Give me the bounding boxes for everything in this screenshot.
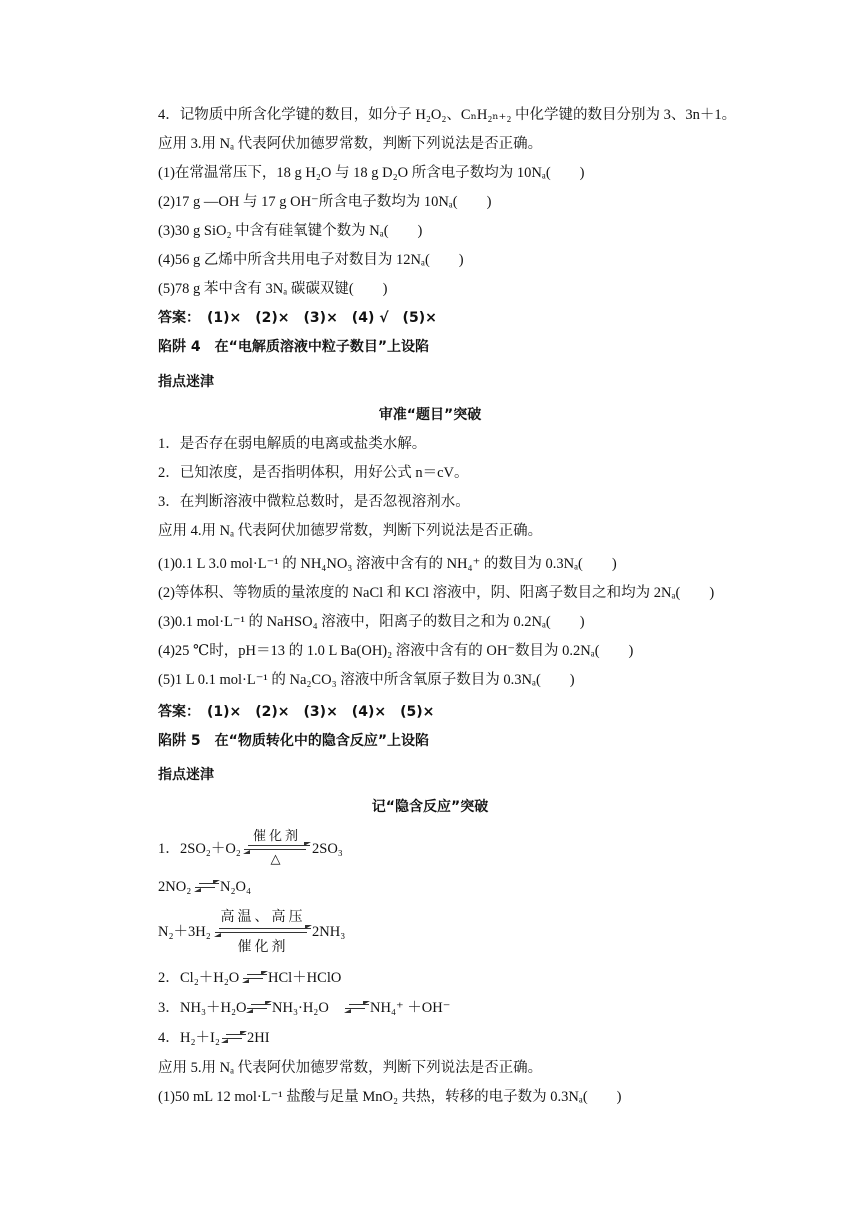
reaction-1-condition-top: 催化剂	[252, 829, 301, 844]
question-4-5: (5)1 L 0.1 mol·L⁻¹ 的 Na₂CO₃ 溶液中所含氧原子数目为 0.3Nₐ( )	[158, 672, 575, 688]
reaction-6-products: 2HI	[247, 1030, 270, 1046]
reaction-4-products: HCl＋HClO	[268, 970, 342, 986]
application-5-heading: 应用 5.用 Nₐ 代表阿伏加德罗常数，判断下列说法是否正确。	[158, 1060, 543, 1076]
tip-4-1: 1．是否存在弱电解质的电离或盐类水解。	[158, 436, 427, 452]
reaction-3-products: 2NH₃	[312, 924, 346, 940]
reaction-1-products: 2SO₃	[312, 841, 343, 857]
reaction-3-reactants: N₂＋3H₂	[158, 924, 211, 940]
reaction-3-condition-bottom: 催化剂	[237, 939, 289, 955]
reaction-1-number: 1．	[158, 841, 180, 857]
application-4-heading: 应用 4.用 Nₐ 代表阿伏加德罗常数，判断下列说法是否正确。	[158, 523, 543, 539]
application-3-heading: 应用 3.用 Nₐ 代表阿伏加德罗常数，判断下列说法是否正确。	[158, 136, 543, 152]
question-5-1: (1)50 mL 12 mol·L⁻¹ 盐酸与足量 MnO₂ 共热，转移的电子数为 0.3Nₐ( )	[158, 1089, 622, 1105]
tip-4-2: 2．已知浓度，是否指明体积，用好公式 n＝cV。	[158, 465, 469, 481]
question-3-4: (4)56 g 乙烯中所含共用电子对数目为 12Nₐ( )	[158, 252, 464, 268]
question-3-3: (3)30 g SiO₂ 中含有硅氧键个数为 Nₐ( )	[158, 223, 423, 239]
question-4-2: (2)等体积、等物质的量浓度的 NaCl 和 KCl 溶液中，阴、阳离子数目之和均为 2Nₐ( )	[158, 585, 715, 601]
guide-heading-5: 指点迷津	[158, 767, 214, 783]
reaction-4-reactants: Cl₂＋H₂O	[180, 970, 240, 986]
tip-4-3: 3．在判断溶液中微粒总数时，是否忽视溶剂水。	[158, 494, 470, 510]
section-title-4: 审准“题目”突破	[378, 407, 482, 423]
reaction-6-number: 4．	[158, 1030, 180, 1046]
answer-3: 答案： (1)× (2)× (3)× (4) √ (5)×	[158, 310, 437, 326]
question-3-1: (1)在常温常压下，18 g H₂O 与 18 g D₂O 所含电子数均为 10Nₐ( )	[158, 165, 585, 181]
reaction-1-reactants: 2SO₂＋O₂	[180, 841, 241, 857]
reaction-6-reactants: H₂＋I₂	[180, 1030, 220, 1046]
rule-4-chemical-bonds: 4．记物质中所含化学键的数目，如分子 H₂O₂、CₙH₂ₙ₊₂ 中化学键的数目分别为 3、3n＋1。	[158, 107, 737, 123]
trap-5-heading: 陷阱 5 在“物质转化中的隐含反应”上设陷	[158, 733, 430, 749]
guide-heading-4: 指点迷津	[158, 374, 214, 390]
question-3-2: (2)17 g —OH 与 17 g OH⁻所含电子数均为 10Nₐ( )	[158, 194, 492, 210]
question-4-4: (4)25 ℃时，pH＝13 的 1.0 L Ba(OH)₂ 溶液中含有的 OH⁻数目为 0.2Nₐ( )	[158, 643, 634, 659]
reaction-5-intermediate: NH₃·H₂O	[272, 1000, 329, 1016]
reaction-5-number: 3．	[158, 1000, 180, 1016]
answer-4: 答案： (1)× (2)× (3)× (4)× (5)×	[158, 704, 435, 720]
reaction-3-condition-top: 高温、高压	[220, 909, 306, 925]
reaction-1-condition-bottom: △	[270, 852, 284, 867]
section-title-5: 记“隐含反应”突破	[371, 799, 489, 815]
question-3-5: (5)78 g 苯中含有 3Nₐ 碳碳双键( )	[158, 281, 388, 297]
question-4-1: (1)0.1 L 3.0 mol·L⁻¹ 的 NH₄NO₃ 溶液中含有的 NH₄⁺ 的数目为 0.3Nₐ( )	[158, 556, 617, 572]
question-4-3: (3)0.1 mol·L⁻¹ 的 NaHSO₄ 溶液中，阳离子的数目之和为 0.2Nₐ( )	[158, 614, 585, 630]
reaction-2-products: N₂O₄	[220, 879, 252, 895]
reaction-4-number: 2．	[158, 970, 180, 986]
trap-4-heading: 陷阱 4 在“电解质溶液中粒子数目”上设陷	[158, 339, 430, 355]
reaction-5-products: NH₄⁺ ＋OH⁻	[370, 1000, 451, 1016]
reaction-5-reactants: NH₃＋H₂O	[180, 1000, 247, 1016]
reaction-2-reactants: 2NO₂	[158, 879, 192, 895]
